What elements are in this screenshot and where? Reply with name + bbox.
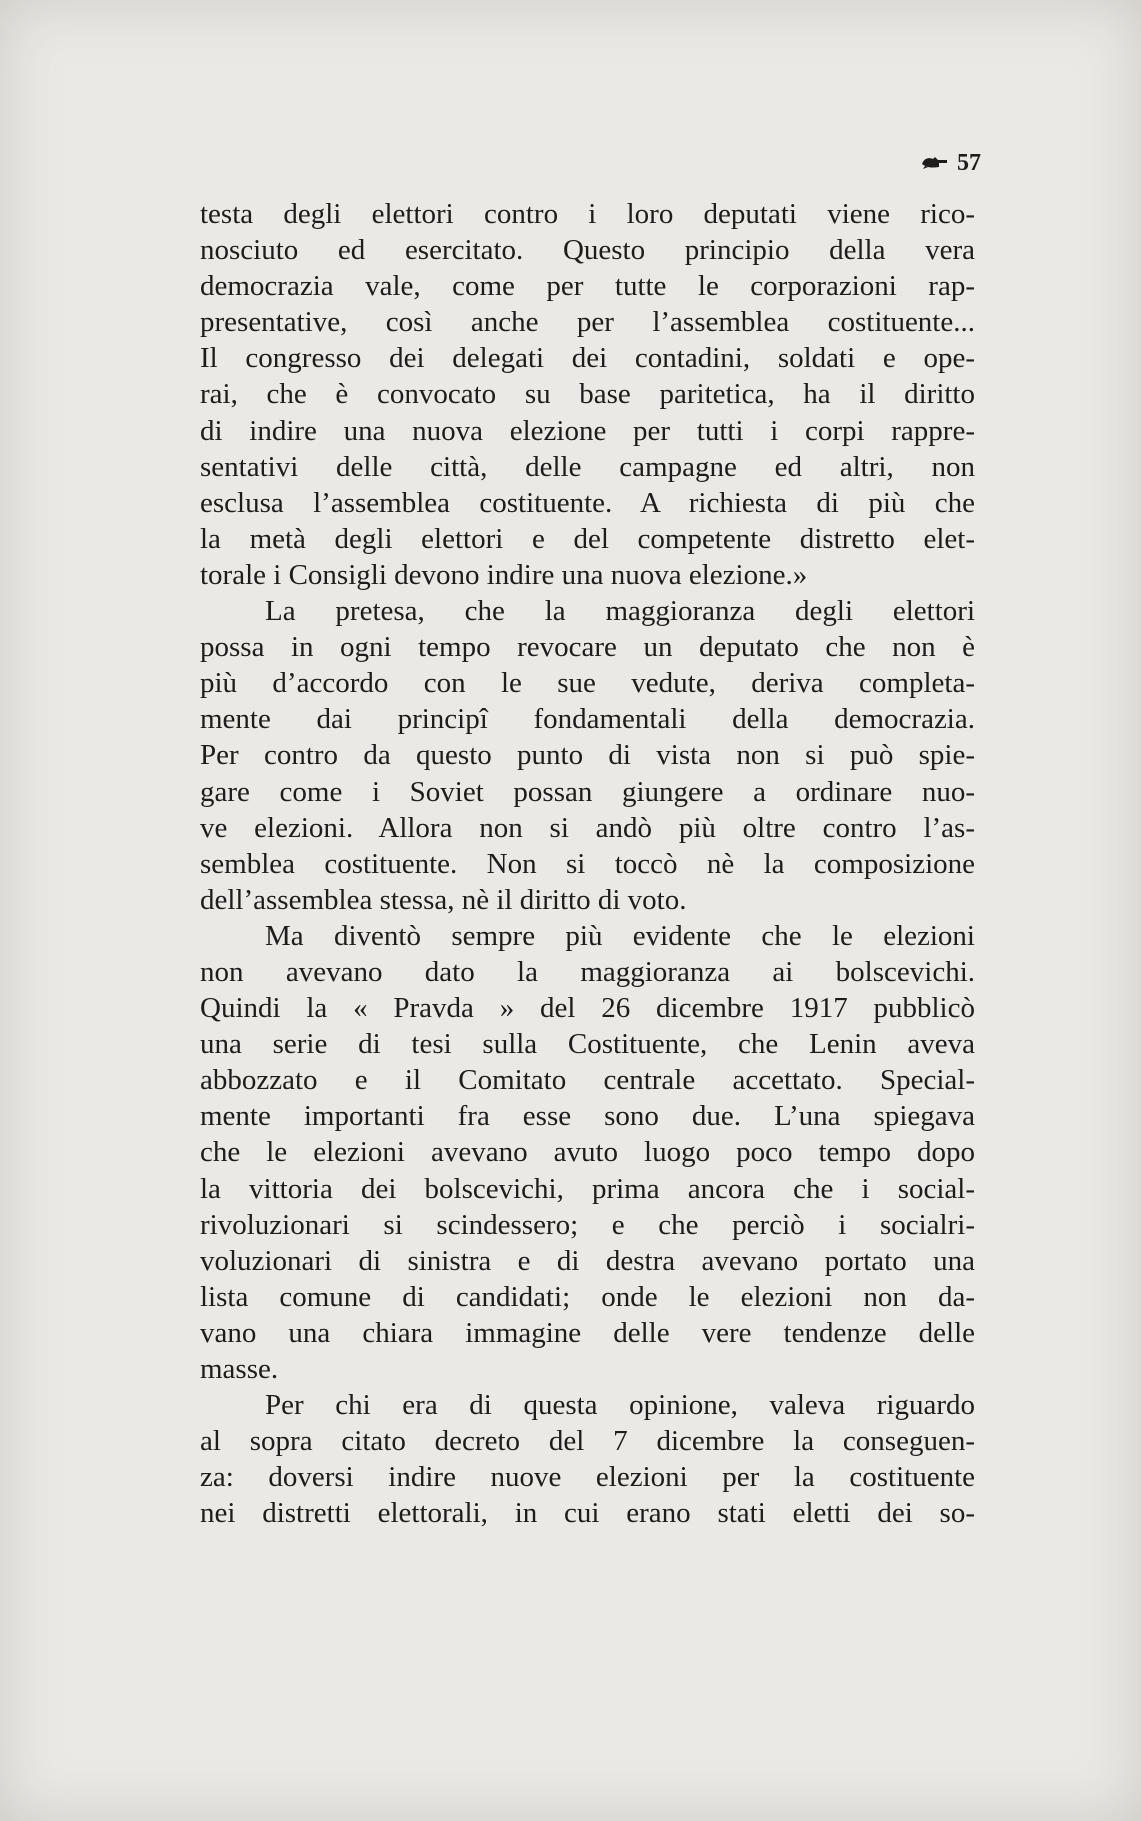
text-line: Il congresso dei delegati dei contadini, soldati e ope-: [200, 342, 975, 375]
text-line: più d’accordo con le sue vedute, deriva completa-: [200, 667, 975, 700]
text-line: nosciuto ed esercitato. Questo principio della vera: [200, 234, 975, 267]
text-line: semblea costituente. Non si toccò nè la composizione: [200, 847, 975, 880]
text-line: democrazia vale, come per tutte le corporazioni rap-: [200, 270, 975, 303]
text-line: masse.: [200, 1353, 279, 1385]
text-line: lista comune di candidati; onde le elezioni non da-: [200, 1280, 975, 1313]
pointing-hand-icon: [921, 150, 949, 177]
text-line: non avevano dato la maggioranza ai bolscevichi.: [200, 955, 975, 988]
text-line: mente dai principî fondamentali della democrazia.: [200, 703, 975, 736]
text-line: za: doversi indire nuove elezioni per la costituente: [200, 1461, 975, 1494]
text-line: torale i Consigli devono indire una nuova elezione.»: [200, 558, 808, 591]
text-line: esclusa l’assemblea costituente. A richiesta di più che: [200, 486, 975, 519]
text-line: una serie di tesi sulla Costituente, che Lenin aveva: [200, 1028, 975, 1061]
text-line: sentativi delle città, delle campagne ed altri, non: [200, 450, 975, 483]
page-header: [921, 150, 981, 177]
text-line: dell’assemblea stessa, nè il diritto di voto.: [200, 883, 687, 916]
text-line: rai, che è convocato su base paritetica, ha il diritto: [200, 378, 975, 411]
text-line: presentative, così anche per l’assemblea costituente...: [200, 306, 975, 339]
text-line: Quindi la « Pravda » del 26 dicembre 1917 pubblicò: [200, 992, 975, 1025]
text-line: abbozzato e il Comitato centrale accettato. Special-: [200, 1064, 975, 1097]
text-line: possa in ogni tempo revocare un deputato che non è: [200, 631, 975, 664]
text-line: la vittoria dei bolscevichi, prima ancora che i social-: [200, 1172, 975, 1205]
text-line: La pretesa, che la maggioranza degli elettori: [265, 595, 975, 628]
text-line: rivoluzionari si scindessero; e che perciò i socialri-: [200, 1208, 975, 1241]
text-line: Per contro da questo punto di vista non si può spie-: [200, 739, 975, 772]
text-line: vano una chiara immagine delle vere tendenze delle: [200, 1316, 975, 1349]
text-line: nei distretti elettorali, in cui erano stati eletti dei so-: [200, 1497, 975, 1530]
text-line: Per chi era di questa opinione, valeva riguardo: [265, 1389, 975, 1422]
text-line: Ma diventò sempre più evidente che le elezioni: [265, 919, 975, 952]
text-line: testa degli elettori contro i loro deputati viene rico-: [200, 198, 975, 230]
text-line: di indire una nuova elezione per tutti i corpi rappre-: [200, 414, 975, 447]
body-text: [200, 196, 975, 1531]
page-number: 57: [957, 150, 981, 176]
text-line: ve elezioni. Allora non si andò più oltre contro l’as-: [200, 811, 975, 844]
text-line: voluzionari di sinistra e di destra avevano portato una: [200, 1244, 975, 1277]
text-line: che le elezioni avevano avuto luogo poco tempo dopo: [200, 1136, 975, 1169]
text-line: mente importanti fra esse sono due. L’una spiegava: [200, 1100, 975, 1133]
text-line: gare come i Soviet possan giungere a ordinare nuo-: [200, 775, 975, 808]
text-line: al sopra citato decreto del 7 dicembre la conseguen-: [200, 1425, 975, 1458]
text-line: la metà degli elettori e del competente distretto elet-: [200, 522, 975, 555]
